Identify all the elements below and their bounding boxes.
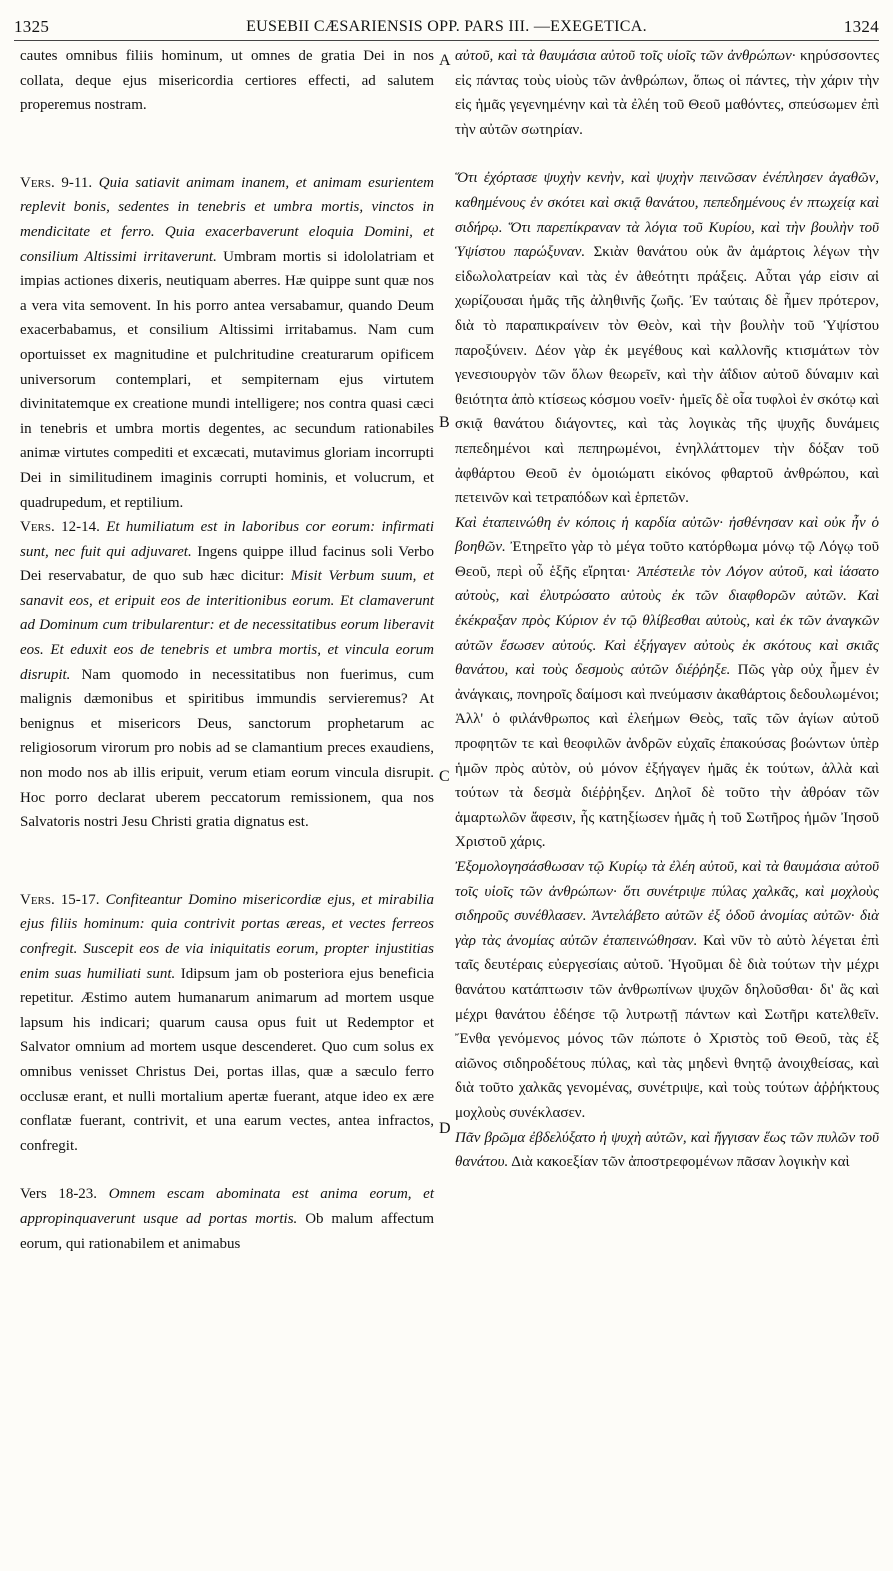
latin-text: Idipsum jam ob posteriora ejus beneficia repetitur. Æstimo autem humanarum animarum ad mortem usque lapsum his indicari; quarum causa opus fuit ut Redemptor et Salvator omnium ad mortem usque descenderet. Quo cum solus ex omnibus venisset Christus Dei, portas illas, quæ a sæculo ferro occlusæ erant, et nulli mortalium apertæ fuerant, atque ideo ex ære conflatæ fuerant, contrivit, et una earum vectes, antea infractos, confregit. (20, 965, 434, 1154)
latin-paragraph (20, 44, 434, 118)
page-number-left: 1325 (14, 17, 50, 36)
latin-paragraph (20, 515, 434, 835)
greek-scripture-quote: Ἐξομολογησάσθωσαν τῷ Κυρίῳ τὰ ἐλέη αὐτοῦ, καὶ τὰ θαυμάσια αὐτοῦ τοῖς υἱοῖς τῶν ἀνθρώπων· ὅτι συνέτριψε πύλας χαλκᾶς, καὶ μοχλοὺς σιδηροῦς συνέθλασεν. Ἀντελάβετο αὐτῶν ἐξ ὁδοῦ ἀνομίας αὐτῶν· διὰ γὰρ τὰς ἀνομίας αὐτῶν ἐταπεινώθησαν. (455, 859, 879, 949)
page-number-right: 1324 (843, 17, 879, 36)
latin-text: cautes omnibus filiis hominum, ut omnes de gratia Dei in nos collata, deque ejus misericordia certiores effecti, ad salutem properemus nostram. (20, 48, 434, 114)
running-header (14, 14, 879, 41)
greek-text: Καὶ νῦν τὸ αὐτὸ λέγεται ἐπὶ ταῖς δευτέραις εὐεργεσίαις αὐτοῦ. Ἡγοῦμαι δὲ διὰ τούτων τὴν μέχρι θανάτου κατάπτωσιν τῶν ἀνθρωπίνων ψυχῶν δηλοῦσθαι· δι' ἃς καὶ μέχρι θανάτου ἐδέησε τῷ λυτρωτῇ πάντων καὶ Σωτῆρι κατελθεῖν. Ἔνθα γενόμενος μόνος τῶν πώποτε ὁ Χριστὸς τοῦ Θεοῦ, τὰς ἐξ αἰῶνος σιδηροδέτους πύλας, καὶ τὰς μηδενὶ θνητῷ ἀνοιχθείσας, καὶ διὰ τοῦτο χαλκᾶς γενομένας, συνέτριψε, καὶ τοὺς τούτων ἀῤῥήκτους μοχλοὺς συνέκλασεν. (455, 932, 880, 1121)
verse-label: Vers. 12-14. (20, 519, 100, 536)
greek-text: Σκιὰν θανάτου οὐκ ἂν ἁμάρτοις λέγων τὴν εἰδωλολατρείαν καὶ τὰς ἐν ἀθεότητι πράξεις. Αὗται γάρ εἰσιν αἱ χωρίζουσαι ἡμᾶς τῆς ἀληθινῆς ζωῆς. Ἐν ταύταις δὲ ἦμεν πρότερον, διὰ τὸ παραπικραίνειν τὸν Θεὸν, καὶ τὴν βουλὴν τοῦ Ὑψίστου παροξύνειν. Δέον γὰρ ἐκ μεγέθους καὶ καλλονῆς κτισμάτων τὸν γενεσιουργὸν τῶν ὅλων θεωρεῖν, καὶ τὴν ἀΐδιον αὐτοῦ δύναμιν καὶ θειότητα ἀπὸ κτίσεως κόσμου νοεῖν· ἡμεῖς δὲ οἷα τυφλοὶ ἐν σκότῳ καὶ σκιᾷ θανάτου διάγοντες, καὶ τὰς λογικὰς τῆς ψυχῆς δυνάμεις πεπεδημένοι καὶ πεπηρωμένοι, ἐνηλλάττομεν τὴν δόξαν τοῦ ἀφθάρτου Θεοῦ ἐν ὁμοιώματι εἰκόνος φθαρτοῦ ἀνθρώπου, καὶ πετεινῶν καὶ τετραπόδων καὶ ἑρπετῶν. (455, 244, 879, 507)
latin-scripture-quote: Confiteantur Domino misericordiæ ejus, et mirabilia ejus filiis hominum: quia contrivit portas æreas, et vectes ferreos confregit. Suscepit eos de via iniquitatis eorum, propter injustitias enim suas humiliati sunt. (20, 891, 434, 982)
latin-paragraph (20, 888, 434, 1159)
greek-paragraph (455, 166, 879, 510)
greek-scripture-quote: Ἀπέστειλε τὸν Λόγον αὐτοῦ, καὶ ἰάσατο αὐτοὺς, καὶ ἐλυτρώσατο αὐτοὺς ἐκ τῶν διαφθορῶν αὐτῶν. Καὶ ἐκέκραξαν πρὸς Κύριον ἐν τῷ θλίβεσθαι αὐτοὺς, καὶ ἐκ τῶν ἀναγκῶν αὐτῶν ἔσωσεν αὐτούς. Καὶ ἐξήγαγεν αὐτοὺς ἐκ σκότους καὶ σκιᾶς θανάτου, καὶ τοὺς δεσμοὺς αὐτῶν διέῤῥηξε. (455, 563, 880, 679)
verse-label: Vers. 9-11. (20, 174, 93, 191)
greek-paragraph (455, 1126, 879, 1175)
section-marker-a: A (439, 52, 451, 69)
greek-text: Ἐτηρεῖτο γὰρ τὸ μέγα τοῦτο κατόρθωμα μόνῳ τῷ Λόγῳ τοῦ Θεοῦ, περὶ οὗ ἑξῆς εἴρηται· (455, 539, 879, 580)
section-marker-b: B (439, 414, 450, 431)
greek-paragraph (455, 855, 879, 1126)
greek-text: κηρύσσοντες εἰς πάντας τοὺς υἱοὺς τῶν ἀνθρώπων, ὅπως οἱ πάντες, τὴν χάριν τὴν εἰς ἡμᾶς γεγενημένην καὶ τὰ ἐλέη τοῦ Θεοῦ μαθόντες, σπεύσωμεν ἐπὶ τὴν αὐτῶν σωτηρίαν. (455, 48, 880, 138)
verse-label: Vers. 15-17. (20, 891, 100, 908)
latin-scripture-quote: Misit Verbum suum, et sanavit eos, et eripuit eos de interitionibus eorum. Et clamaverunt ad Dominum cum tribularentur: et de necessitatibus eorum liberavit eos. Et eduxit eos de tenebris et umbra mortis, et vincula eorum disrupit. (20, 568, 434, 683)
greek-column (455, 44, 879, 1175)
greek-scripture-quote: Ὅτι ἐχόρτασε ψυχὴν κενὴν, καὶ ψυχὴν πεινῶσαν ἐνέπλησεν ἀγαθῶν, καθημένους ἐν σκότει καὶ σκιᾷ θανάτου, πεπεδημένους ἐν πτωχείᾳ καὶ σιδήρῳ. Ὅτι παρεπίκραναν τὰ λόγια τοῦ Κυρίου, καὶ τὴν βουλὴν τοῦ Ὑψίστου παρώξυναν. (455, 170, 879, 261)
latin-paragraph (20, 171, 434, 515)
latin-scripture-quote: Omnem escam abominata est anima eorum, et appropinquaverunt usque ad portas mortis. (20, 1186, 435, 1227)
greek-scripture-quote: αὐτοῦ, καὶ τὰ θαυμάσια αὐτοῦ τοῖς υἱοῖς τῶν ἀνθρώπων· (455, 48, 796, 64)
latin-text: Ob malum affectum eorum, qui rationabilem et animabus (20, 1210, 434, 1252)
section-marker-d: D (439, 1120, 451, 1137)
latin-paragraph (20, 1182, 434, 1256)
greek-paragraph (455, 511, 879, 855)
running-title: EUSEBII CÆSARIENSIS OPP. PARS III. —EXEGETICA. (246, 18, 647, 35)
greek-scripture-quote: Πᾶν βρῶμα ἐβδελύξατο ἡ ψυχὴ αὐτῶν, καὶ ἤγγισαν ἕως τῶν πυλῶν τοῦ θανάτου. (455, 1129, 879, 1171)
latin-text: Ingens quippe illud facinus soli Verbo Dei reservabatur, de quo sub hæc dicitur: (20, 543, 435, 585)
greek-paragraph (455, 44, 879, 142)
latin-scripture-quote: Et humiliatum est in laboribus cor eorum: infirmati sunt, nec fuit qui adjuvaret. (20, 519, 434, 560)
latin-column (20, 44, 434, 1256)
latin-text: Umbram mortis si idololatriam et impias actiones dixeris, neutiquam aberres. Hæ quippe sunt quæ nos a vera vita semovent. In his porro antea versabamur, quando Deum exacerbabamus, et consilium Altissimi irritabamus. Nam cum oportuisset ex magnitudine et pulchritudine creaturarum opificem universorum contemplari, et sempiternam ejus virtutem divinitatemque ex creatione mundi intelligere; nos contra quasi cæci in tenebris et umbra mortis degentes, ac secundum rationabiles animæ virtutes compediti et excæcati, mutavimus gloriam incorrupti Dei in similitudinem imaginis corrupti hominis, et volucrum, et quadrupedum, et reptilium. (20, 248, 434, 511)
greek-text: Διὰ κακοεξίαν τῶν ἀποστρεφομένων πᾶσαν λογικὴν καὶ (511, 1154, 850, 1171)
latin-text: Nam quomodo in necessitatibus non fuerimus, cum malignis dæmonibus et spiritibus immundis servieremus? At benignus et misericors Deus, sanctorum prophetarum ac religiosorum virorum pro nobis ad se clamantium preces exaudiens, non modo nos ab illis eripuit, verum etiam eorum vincula disrupit. Hoc porro declarat uberem peccatorum remissionem, qua nos Salvatoris nostri Jesu Christi gratia dignatus est. (20, 666, 435, 831)
greek-scripture-quote: Καὶ ἐταπεινώθη ἐν κόποις ἡ καρδία αὐτῶν· ἠσθένησαν καὶ οὐκ ἦν ὁ βοηθῶν. (455, 514, 879, 556)
verse-label: Vers 18-23. (20, 1186, 98, 1203)
section-marker-c: C (439, 768, 450, 785)
greek-text: Πῶς γὰρ οὐχ ἦμεν ἐν ἀνάγκαις, πονηροῖς δαίμοσι καὶ πνεύμασιν ἀκαθάρτοις δεδουλωμένοι; Ἀλλ' ὁ φιλάνθρωπος καὶ ἐλεήμων Θεὸς, ταῖς τῶν ἁγίων αὐτοῦ προφητῶν τε καὶ θεοφιλῶν ἀνδρῶν εὐχαῖς ἐπακούσας βοώντων ὑπὲρ ἡμῶν πρὸς αὐτὸν, οὐ μόνον ἐξήγαγεν ἡμᾶς ἐκ τούτων, ἀλλὰ καὶ τούτων τὰ δεσμὰ διέῤῥηξεν. Δηλοῖ δὲ τοῦτο τὴν ἀθρόαν τῶν ἁμαρτωλῶν ἄφεσιν, ἧς κατηξίωσεν ἡμᾶς ἡ τοῦ Σωτῆρος ἡμῶν Ἰησοῦ Χριστοῦ χάρις. (455, 662, 879, 851)
latin-scripture-quote: Quia satiavit animam inanem, et animam esurientem replevit bonis, sedentes in tenebris et umbra mortis, vinctos in mendicitate et ferro. Quia exacerbaverunt eloquia Domini, et consilium Altissimi irritaverunt. (20, 174, 434, 265)
